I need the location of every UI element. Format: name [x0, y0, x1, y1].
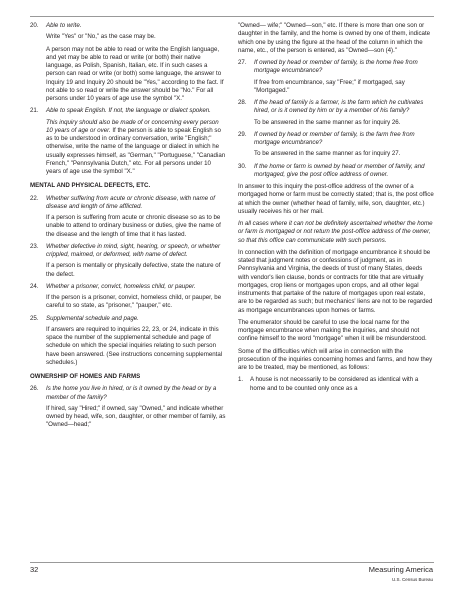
section-heading: OWNERSHIP OF HOMES AND FARMS — [30, 373, 141, 380]
item-number: 30. — [238, 162, 247, 170]
paragraph: In connection with the definition of mortgage encumbrance it should be stated that judgment notes or confessions of judgment, as in Pennsylvania and Virginia, the deeds of trust of many States, deeds with vendor's lien clause, bonds or contracts for title that are virtually mortgages, crop liens or mortgages upon crops, and all other legal instruments that partake of the nature of mortgages upon real estate, are to be regarded as such; but mechanics' liens are not to be regarded as mortgage encumbrances upon homes or farms. — [238, 248, 433, 314]
paragraph: In answer to this inquiry the post-office address of the owner of a mortgaged home or farm must be correctly stated; that is, the post office at which the owner (whether head of family, wife, son, daughter, etc.) usually receives his or her mail. — [238, 183, 434, 215]
item-text: If free from encumbrance, say "Free;" if mortgaged, say "Mortgaged." — [254, 78, 405, 94]
item-heading: Able to write. — [46, 22, 82, 29]
item-number: 29. — [238, 130, 247, 138]
item-text: To be answered in the same manner as for inquiry 27. — [254, 150, 401, 158]
right-column — [238, 22, 434, 393]
item-heading: Whether suffering from acute or chronic disease, with name of disease and length of time afflicted. — [46, 194, 215, 210]
item-text: If hired, say "Hired;" if owned, say "Owned," and indicate whether owned by head, wife, son, daughter, or other member of family, as "Owned—head;" — [46, 404, 226, 429]
paragraph-italic: In all cases where it can not be definitely ascertained whether the home or farm is mortgaged or not return the post-office address of the owner, so that this office can communicate with such persons. — [238, 220, 433, 244]
item-number: 27. — [238, 59, 247, 66]
left-column — [30, 22, 226, 434]
item-number: 25. — [30, 314, 39, 322]
item-heading: If the head of family is a farmer, is the farm which he cultivates hired, or is it owned by him or by a member of his family? — [254, 99, 424, 115]
item-text: A person may not be able to read or write the English language, and yet may be able to read or write (or both) their native language, as Polish, Spanish, Italian, etc. If in such cases a person can read or write (or both) some language, the answer to Inquiry 19 and Inquiry 20 should be "Yes," according to the fact. If not able to so read or write the answer should be "No." For all persons under 10 years of age use the symbol "X." — [46, 45, 224, 102]
item-text: If a person is mentally or physically defective, state the nature of the defect. — [46, 262, 221, 278]
item-22 — [30, 195, 226, 239]
item-text — [46, 119, 226, 177]
item-30 — [238, 163, 434, 180]
item-heading: Supplemental schedule and page. — [46, 314, 139, 322]
item-28 — [238, 99, 434, 127]
list-item — [238, 376, 434, 393]
item-text-italic: This inquiry should also be made of or concerning every person 10 years of age or over. — [46, 118, 219, 134]
item-text: Write "Yes" or "No," as the case may be. — [46, 33, 156, 41]
publication-title: Measuring America — [368, 565, 433, 574]
item-text: If the person is a prisoner, convict, homeless child, or pauper, be careful to so state, as "prisoner," "pauper," etc. — [46, 294, 222, 310]
continued-text: "Owned— wife;" "Owned—son," etc. If there is more than one son or daughter in the family, and the home is owned by one of them, indicate which one by using the figure at the head of the column in which the name, etc., of the person is entered, as "Owned—son (4)." — [238, 22, 431, 54]
item-25 — [30, 315, 226, 368]
page-number: 32 — [30, 565, 39, 574]
item-24 — [30, 283, 226, 311]
item-21 — [30, 107, 226, 176]
paragraph: The enumerator should be careful to use the local name for the mortgage encumbrance when making the inquiries, and should not confine himself to the word "mortgage" when it will be misunderstood. — [238, 318, 427, 343]
paragraph: Some of the difficulties which will arise in connection with the prosecution of the inquiries concerning homes and farms, and how they are to be treated, may be mentioned, as follows: — [238, 347, 433, 371]
item-number: 28. — [238, 99, 247, 106]
list-number: 1. — [238, 376, 244, 384]
item-number: 24. — [30, 282, 39, 290]
item-number: 20. — [30, 22, 39, 29]
item-heading: If owned by head or member of family, is the farm free from mortgage encumbrance? — [254, 130, 415, 146]
item-heading: If owned by head or member of family, is the home free from mortgage encumbrance? — [254, 59, 418, 75]
item-number: 23. — [30, 242, 39, 250]
agency-name: U.S. Census Bureau — [391, 577, 433, 582]
item-29 — [238, 131, 434, 159]
item-number: 21. — [30, 107, 39, 115]
item-text: If answers are required to inquiries 22, 23, or 24, indicate in this space the number of the supplemental schedule and page of schedule on which the special inquiries relating to such person have been answered. (See instructions concerning supplemental schedules.) — [46, 325, 223, 366]
item-number: 26. — [30, 385, 39, 393]
item-27 — [238, 59, 434, 95]
item-text-rest: If the person is able to speak English so as to be understood in ordinary conversation, write "English;" otherwise, write the name of the language or dialect in which he usually expresses himself, as "German," "Portuguese," "Canadian French," "Pennsylvania Dutch," etc. For all persons under 10 years of age use the symbol "X." — [46, 126, 226, 175]
item-heading: Able to speak English. If not, the language or dialect spoken. — [46, 107, 211, 115]
item-text: If a person is suffering from acute or chronic disease so as to be unable to attend to ordinary business or duties, give the name of the disease and the length of time that it has lasted. — [46, 214, 221, 238]
item-heading: Whether a prisoner, convict, homeless child, or pauper. — [46, 282, 196, 290]
item-20 — [30, 22, 226, 103]
footer-rule — [30, 562, 434, 563]
section-heading: MENTAL AND PHYSICAL DEFECTS, ETC. — [30, 182, 151, 190]
item-26 — [30, 385, 226, 429]
item-heading: Is the home you live in hired, or is it owned by the head or by a member of the family? — [46, 385, 217, 401]
list-text: A house is not necessarily to be considered as identical with a home and to be counted only once as a — [250, 376, 419, 392]
item-heading: If the home or farm is owned by head or member of family, and mortgaged, give the post office address of owner. — [254, 162, 425, 178]
top-rule — [30, 16, 434, 17]
item-number: 22. — [30, 194, 39, 202]
item-heading: Whether defective in mind, sight, hearing, or speech, or whether crippled, maimed, or deformed, with name of defect. — [46, 242, 221, 258]
item-23 — [30, 243, 226, 279]
item-text: To be answered in the same manner as for inquiry 26. — [254, 118, 401, 126]
